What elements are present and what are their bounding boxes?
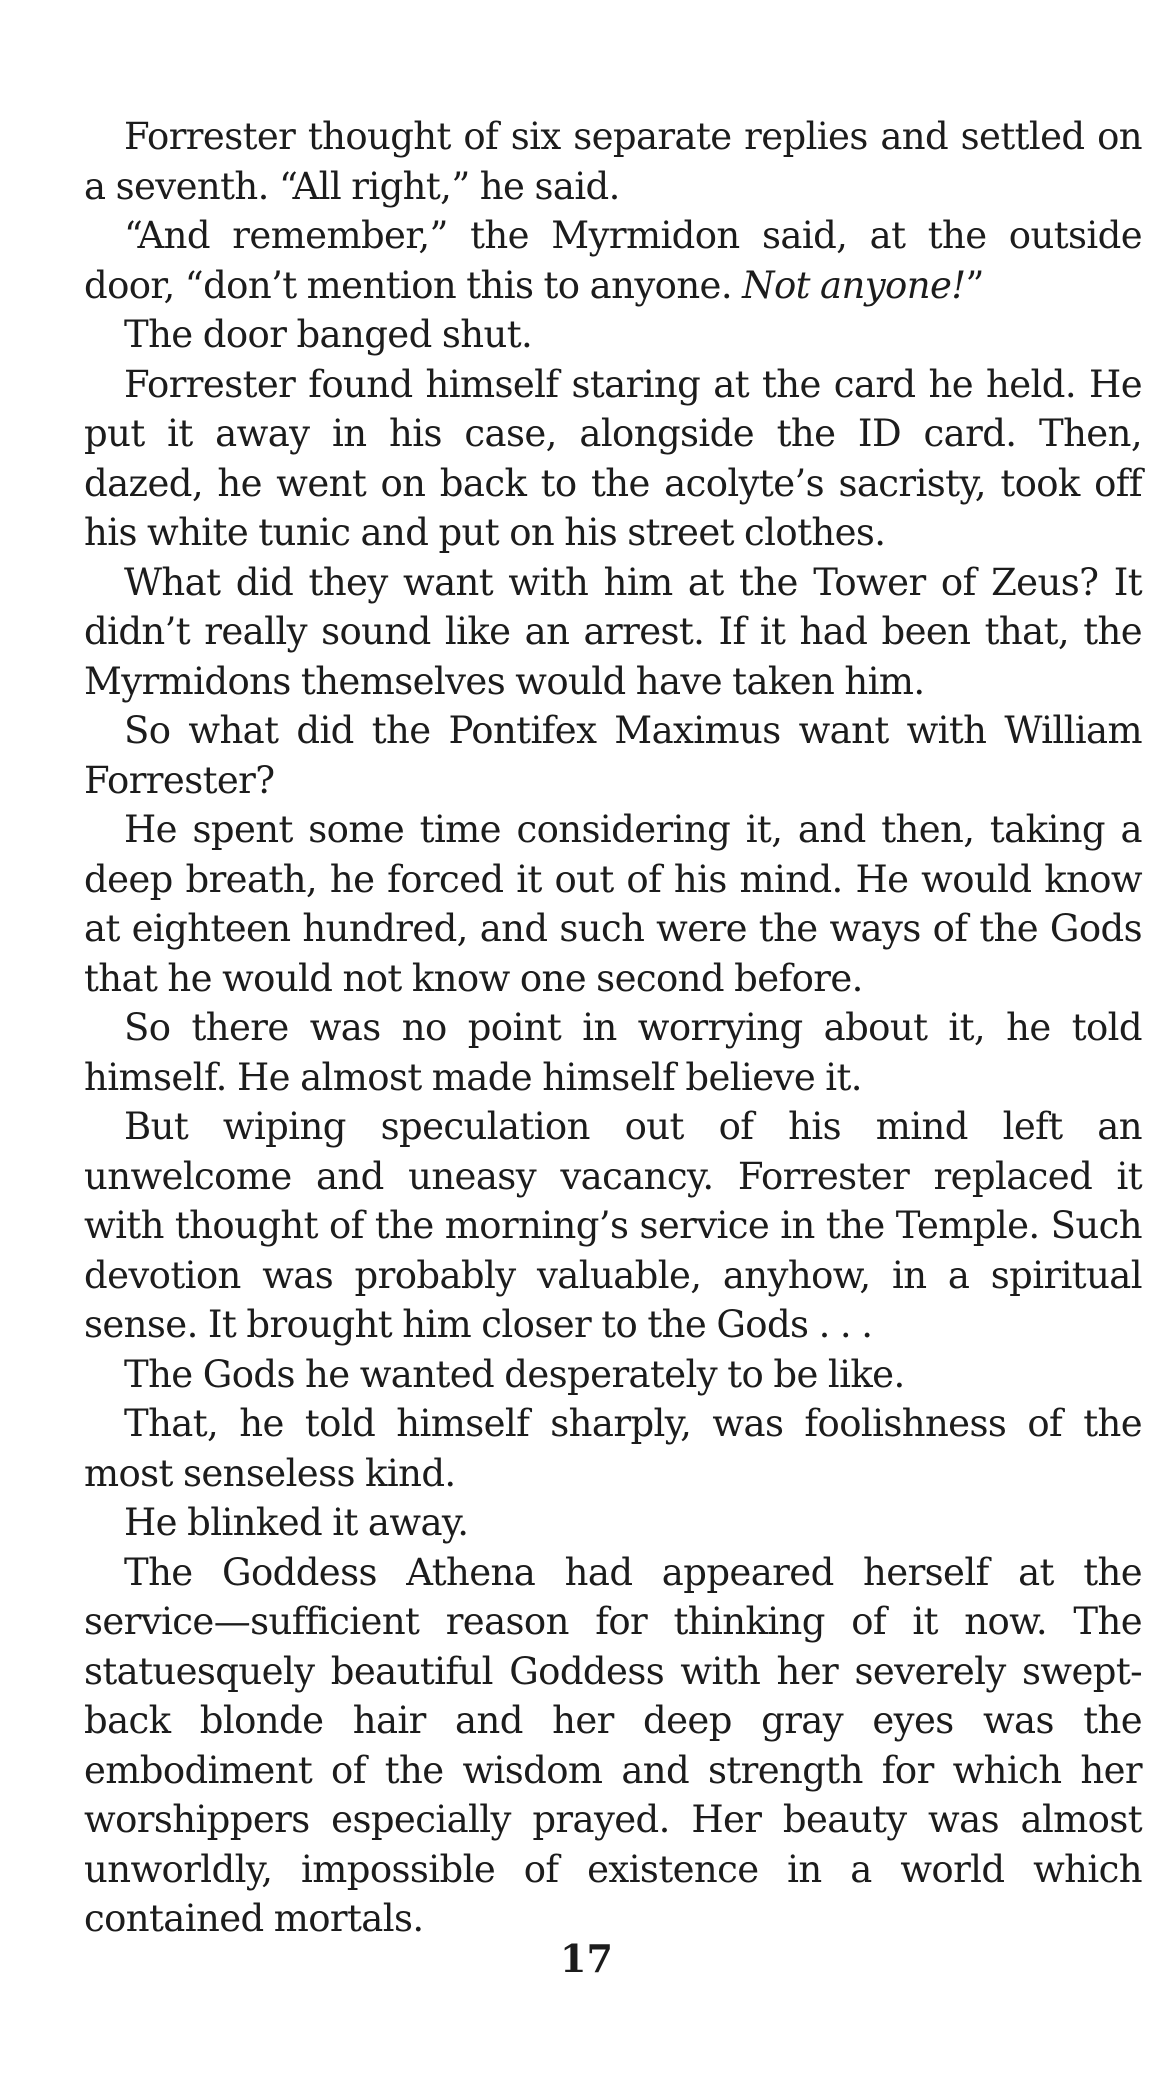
paragraph: That, he told himself sharply, was foolishness of the most senseless kind. [84,1402,1142,1495]
paragraph: The door banged shut. [124,313,533,356]
paragraph: The Goddess Athena had appeared herself at the service—sufficient reason for thinking of it now. The statuesquely beautiful Goddess with her severely swept-back blonde hair and her deep gray eyes was the embodiment of the wisdom and strength for which her worshippers especially prayed. Her beauty was almost unworldly, impossible of existence in a world which contained mortals. [84,1550,1142,1940]
paragraph: The Gods he wanted desperately to be like. [124,1352,905,1396]
paragraph: So what did the Pontifex Maximus want with William Forrester? [84,709,1142,802]
paragraph: He blinked it away. [124,1501,469,1544]
emphasis-text: Not anyone! [742,263,966,307]
body-text [84,112,1142,1944]
paragraph: So there was no point in worrying about it, he told himself. He almost made himself believe it. [84,1006,1142,1099]
paragraph-italic-ending: “And remember,” the Myrmidon said, at the outside door, “don’t mention this to anyone. Not anyone!” [84,214,1142,307]
paragraph: Forrester thought of six separate replies and settled on a seventh. “All right,” he said. [84,115,1142,208]
paragraph: He spent some time considering it, and then, taking a deep breath, he forced it out of his mind. He would know at eighteen hundred, and such were the ways of the Gods that he would not know one second before. [84,808,1142,1000]
paragraph: But wiping speculation out of his mind left an unwelcome and uneasy vacancy. Forrester replaced it with thought of the morning’s service in the Temple. Such devotion was probably valuable, anyhow, in a spiritual sense. It brought him closer to the Gods . . . [84,1105,1142,1346]
page-number: 17 [560,1936,613,1981]
paragraph: Forrester found himself staring at the card he held. He put it away in his case, alongside the ID card. Then, dazed, he went on back to the acolyte’s sacristy, took off his white tunic and put on his street clothes. [84,362,1142,554]
paragraph: What did they want with him at the Tower of Zeus? It didn’t really sound like an arrest. If it had been that, the Myrmidons themselves would have taken him. [84,560,1142,703]
